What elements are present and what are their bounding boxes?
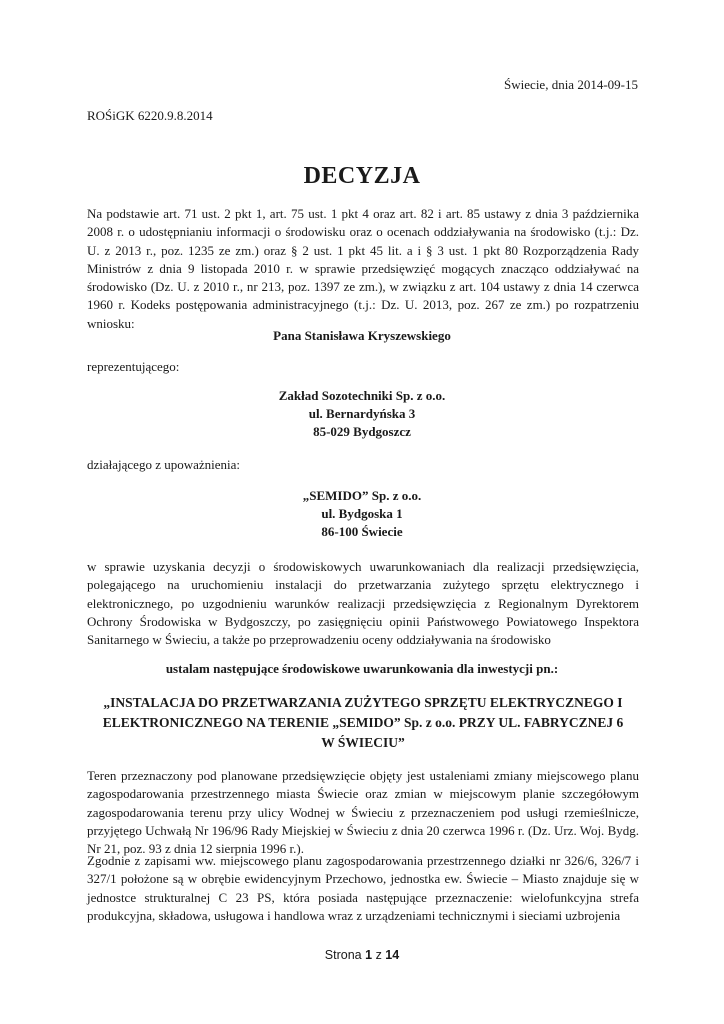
authorizing-company (0, 487, 724, 541)
legal-basis-paragraph: Na podstawie art. 71 ust. 2 pkt 1, art. 75 ust. 1 pkt 4 oraz art. 82 i art. 85 ustawy z dnia 3 października 2008 r. o udostępnianiu informacji o środowisku oraz o ocenach oddziaływania na środowisko (t.j.: Dz. U. z 2013 r., poz. 1235 ze zm.) oraz § 2 ust. 1 pkt 45 lit. a i § 3 ust. 1 pkt 80 Rozporządzenia Rady Ministrów z dnia 9 listopada 2010 r. w sprawie przedsięwzięć mogących znacząco oddziaływać na środowisko (Dz. U. z 2010 r., nr 213, poz. 1397 ze zm.), w związku z art. 104 ustawy z dnia 14 czerwca 1960 r. Kodeks postępowania administracyjnego (t.j.: Dz. U. 2013, poz. 267 ze zm.) po rozpatrzeniu wniosku: (87, 206, 639, 331)
company1-name: Zakład Sozotechniki Sp. z o.o. (278, 388, 446, 403)
investment-title (87, 693, 639, 753)
company2-street: ul. Bydgoska 1 (321, 506, 403, 521)
investment-title-line1: „INSTALACJA DO PRZETWARZANIA ZUŻYTEGO SPRZĘTU ELEKTRYCZNEGO I (103, 695, 623, 710)
current-page: 1 (365, 948, 373, 962)
document-date: Świecie, dnia 2014-09-15 (504, 77, 638, 92)
company2-name: „SEMIDO” Sp. z o.o. (302, 488, 422, 503)
ruling-statement: ustalam następujące środowiskowe uwarunkowania dla inwestycji pn.: (165, 661, 559, 676)
company1-street: ul. Bernardyńska 3 (308, 406, 416, 421)
page-number (0, 948, 724, 962)
zoning-paragraph-2: Zgodnie z zapisami ww. miejscowego planu zagospodarowania przestrzennego działki nr 326/6, 326/7 i 327/1 położone są w obrębie ewidencyjnym Przechowo, jednostka ew. Świecie – Miasto znajduje się w jednostce strukturalnej C 23 PS, która posiada następujące przeznaczenie: wielofunkcyjna strefa produkcyjna, składowa, usługowa i handlowa wraz z urządzeniami technicznymi i sieciami uzbrojenia (87, 853, 639, 923)
matter-paragraph: w sprawie uzyskania decyzji o środowiskowych uwarunkowaniach dla realizacji przedsięwzięcia, polegającego na uruchomieniu instalacji do przetwarzania zużytego sprzętu elektrycznego i elektronicznego, po uzgodnieniu warunków realizacji przedsięwzięcia z Regionalnym Dyrektorem Ochrony Środowiska w Bydgoszczy, po zasięgnięciu opinii Państwowego Powiatowego Inspektora Sanitarnego w Świeciu, a także po przeprowadzeniu oceny oddziaływania na środowisko (87, 559, 639, 648)
investment-title-line3: W ŚWIECIU” (321, 735, 405, 750)
document-title: DECYZJA (303, 163, 421, 189)
zoning-paragraph-1: Teren przeznaczony pod planowane przedsięwzięcie objęty jest ustaleniami zmiany miejscowego planu zagospodarowania przestrzennego miasta Świecie oraz zmian w miejscowym planie szczegółowym zagospodarowania terenu przy ulicy Wodnej w Świeciu z przeznaczeniem pod usługi rzemieślnicze, przyjętego Uchwałą Nr 196/96 Rady Miejskiej w Świeciu z dnia 20 czerwca 1996 r. (Dz. Urz. Woj. Bydg. Nr 21, poz. 93 z dnia 12 sierpnia 1996 r.). (87, 768, 639, 857)
page-separator: z (375, 948, 382, 962)
page-label: Strona (324, 948, 362, 962)
total-pages: 14 (385, 948, 400, 962)
representative-company (0, 387, 724, 441)
investment-title-line2: ELEKTRONICZNEGO NA TERENIE „SEMIDO” Sp. z o.o. PRZY UL. FABRYCZNEJ 6 (102, 715, 624, 730)
authorization-label: działającego z upoważnienia: (87, 457, 241, 472)
company2-city: 86-100 Świecie (321, 524, 403, 539)
reference-number: ROŚiGK 6220.9.8.2014 (87, 108, 213, 123)
company1-city: 85-029 Bydgoszcz (313, 424, 411, 439)
applicant-name: Pana Stanisława Kryszewskiego (273, 328, 451, 343)
representing-label: reprezentującego: (87, 359, 180, 374)
